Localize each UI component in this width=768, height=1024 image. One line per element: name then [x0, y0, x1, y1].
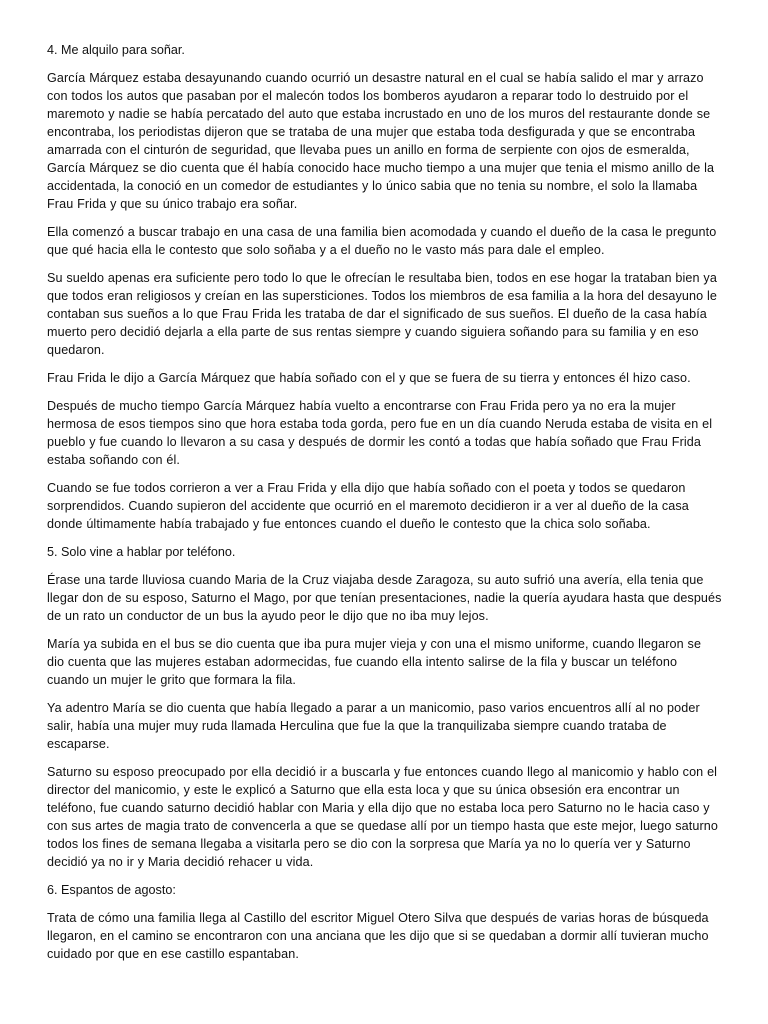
text-line: accidentada, la conoció en un comedor de estudiantes y lo único sabia que no tenia su nombre, el solo la llamaba: [47, 179, 698, 193]
text-line: Ya adentro María se dio cuenta que había llegado a parar a un manicomio, paso varios encuentros allí al no poder: [47, 701, 700, 715]
text-line: pueblo y fue cuando lo llevaron a su casa y después de dormir les contó a todas que había soñado que Frau Frida: [47, 435, 701, 449]
text-line: quedaron.: [47, 343, 105, 357]
text-line: Frau Frida y que su único trabajo era soñar.: [47, 197, 298, 211]
paragraph: [47, 479, 723, 533]
text-line: que todos eran religiosos y creían en las supersticiones. Todos los miembros de esa familia a la hora del desayuno le: [47, 289, 718, 303]
paragraph: [47, 699, 723, 753]
paragraph: [47, 269, 723, 359]
section-heading: 6. Espantos de agosto:: [47, 883, 176, 897]
document-body: [47, 41, 723, 973]
text-line: con todos los autos que pasaban por el malecón todos los bomberos ayudaron a reparar todo lo destruido por el: [47, 89, 689, 103]
text-line: con sus artes de magia trato de convencerla a que se quedase allí por un tiempo hasta que este mejor, luego saturno: [47, 819, 718, 833]
section-heading: 4. Me alquilo para soñar.: [47, 43, 185, 57]
text-line: llegar don de su esposo, Saturno el Mago, por que tenían presentaciones, nadie la quería ayudara hasta que después: [47, 591, 722, 605]
text-line: teléfono, fue cuando saturno decidió hablar con Maria y ella dijo que no estaba loca pero Saturno no le hacia caso y: [47, 801, 710, 815]
paragraph: [47, 69, 723, 213]
text-line: cuidado por que en ese castillo espantaban.: [47, 947, 299, 961]
paragraph: [47, 635, 723, 689]
text-line: dio cuenta que las mujeres estaban adormecidas, fue cuando ella intento salirse de la fila y buscar un teléfono: [47, 655, 678, 669]
text-line: García Márquez estaba desayunando cuando ocurrió un desastre natural en el cual se había salido el mar y arrazo: [47, 71, 704, 85]
text-line: cuando un mujer le grito que formara la fila.: [47, 673, 297, 687]
paragraph: [47, 369, 723, 387]
text-line: escaparse.: [47, 737, 110, 751]
text-line: Su sueldo apenas era suficiente pero todo lo que le ofrecían le resultaba bien, todos en ese hogar la trataban bien ya: [47, 271, 717, 285]
paragraph: [47, 397, 723, 469]
text-line: llegaron, en el camino se encontraron con una anciana que les dijo que si se quedaban a dormir allí tuvieran mucho: [47, 929, 709, 943]
text-line: muerto pero decidió dejarla a ella parte de sus rentas siempre y cuando siguiera soñando para su familia y en eso: [47, 325, 699, 339]
text-line: estaba soñando con él.: [47, 453, 181, 467]
text-line: hermosa de esos tiempos sino que hora estaba toda gorda, pero fue en un día cuando Neruda estaba de visita en el: [47, 417, 713, 431]
text-line: encontraba, los periodistas dijeron que se trataba de una mujer que estaba toda desfigurada y que se encontraba: [47, 125, 696, 139]
paragraph: [47, 763, 723, 871]
section-heading: 5. Solo vine a hablar por teléfono.: [47, 545, 236, 559]
text-line: director del manicomio, y este le explicó a Saturno que ella esta loca y que su única obsesión era encontrar un: [47, 783, 680, 797]
text-line: de un rato un conductor de un bus la ayudo peor le dijo que no iba muy lejos.: [47, 609, 489, 623]
text-line: maremoto y nadie se había percatado del auto que estaba incrustado en uno de los muros del restaurante donde se: [47, 107, 711, 121]
text-line: Después de mucho tiempo García Márquez había vuelto a encontrarse con Frau Frida pero ya no era la mujer: [47, 399, 676, 413]
paragraph: [47, 223, 723, 259]
text-line: Ella comenzó a buscar trabajo en una casa de una familia bien acomodada y cuando el dueño de la casa le pregunto: [47, 225, 717, 239]
text-line: donde últimamente había trabajado y fue entonces cuando el dueño le contesto que la chica solo soñaba.: [47, 517, 651, 531]
text-line: Cuando se fue todos corrieron a ver a Frau Frida y ella dijo que había soñado con el poeta y todos se quedaron: [47, 481, 686, 495]
text-line: salir, había una mujer muy ruda llamada Herculina que fue la que la tranquilizaba siempre cuando trataba de: [47, 719, 667, 733]
paragraph: [47, 571, 723, 625]
text-line: María ya subida en el bus se dio cuenta que iba pura mujer vieja y con una el mismo uniforme, cuando llegaron se: [47, 637, 702, 651]
text-line: decidió ya no ir y Maria decidió rehacer u vida.: [47, 855, 314, 869]
text-line: Frau Frida le dijo a García Márquez que había soñado con el y que se fuera de su tierra y entonces él hizo caso.: [47, 371, 691, 385]
text-line: contaban sus sueños a lo que Frau Frida les trataba de dar el significado de sus sueños. El dueño de la casa había: [47, 307, 707, 321]
text-line: García Márquez se dio cuenta que él había conocido hace mucho tiempo a una mujer que tenia el mismo anillo de la: [47, 161, 715, 175]
paragraph: [47, 909, 723, 963]
text-line: todos los fines de semana llegaba a visitarla pero se dio con la sorpresa que María ya no lo quería ver y Saturno: [47, 837, 691, 851]
text-line: Trata de cómo una familia llega al Castillo del escritor Miguel Otero Silva que después de varias horas de búsqueda: [47, 911, 709, 925]
text-line: que qué hacia ella le contesto que solo soñaba y a el dueño no le vasto más para dale el empleo.: [47, 243, 605, 257]
text-line: amarrada con el cinturón de seguridad, que llevaba pues un anillo en forma de serpiente con ojos de esmeralda,: [47, 143, 690, 157]
text-line: sorprendidos. Cuando supieron del accidente que ocurrió en el maremoto decidieron ir a ver al dueño de la casa: [47, 499, 689, 513]
text-line: Érase una tarde lluviosa cuando Maria de la Cruz viajaba desde Zaragoza, su auto sufrió una avería, ella tenia que: [47, 573, 704, 587]
text-line: Saturno su esposo preocupado por ella decidió ir a buscarla y fue entonces cuando llego al manicomio y hablo con el: [47, 765, 718, 779]
